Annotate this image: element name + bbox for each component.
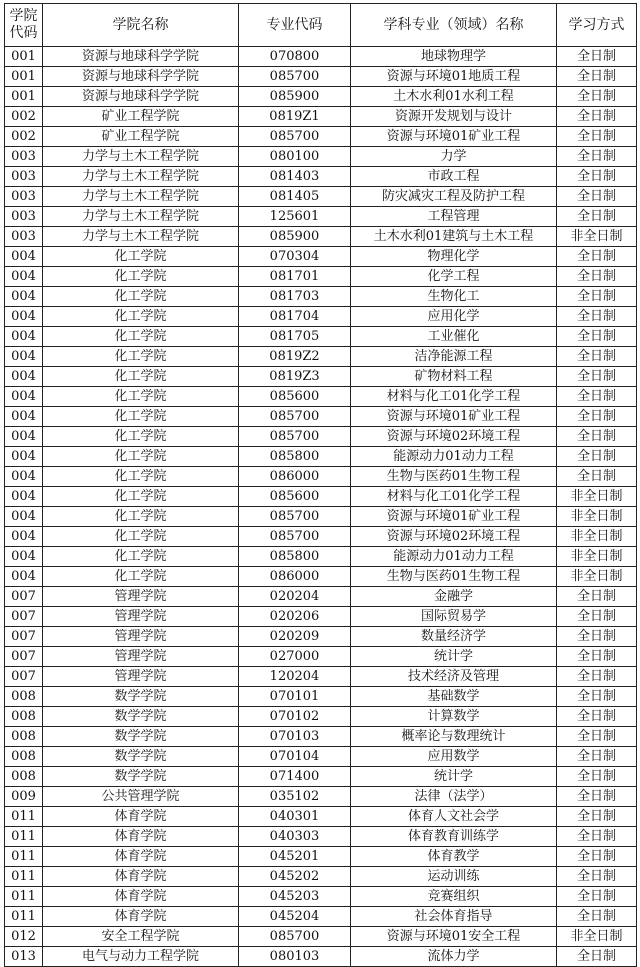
major-code-cell: 0819Z3	[239, 367, 351, 387]
college-code-cell: 004	[5, 387, 43, 407]
college-name-cell: 资源与地球科学学院	[43, 87, 239, 107]
major-name-cell: 资源开发规划与设计	[351, 107, 557, 127]
table-row	[5, 487, 637, 507]
major-name-cell: 运动训练	[351, 867, 557, 887]
major-code-cell: 045204	[239, 907, 351, 927]
college-code-cell: 004	[5, 487, 43, 507]
major-name-cell: 能源动力01动力工程	[351, 447, 557, 467]
college-name-cell: 化工学院	[43, 247, 239, 267]
college-code-cell: 012	[5, 927, 43, 947]
major-name-cell: 洁净能源工程	[351, 347, 557, 367]
program-catalog-table	[4, 3, 637, 967]
major-name-cell: 法律（法学）	[351, 787, 557, 807]
major-code-cell: 070101	[239, 687, 351, 707]
study-mode-cell: 全日制	[557, 47, 637, 67]
table-row	[5, 467, 637, 487]
college-code-cell: 004	[5, 327, 43, 347]
header-study-mode: 学习方式	[557, 4, 637, 47]
table-row	[5, 727, 637, 747]
major-name-cell: 社会体育指导	[351, 907, 557, 927]
college-name-cell: 公共管理学院	[43, 787, 239, 807]
college-name-cell: 力学与土木工程学院	[43, 187, 239, 207]
major-name-cell: 体育教学	[351, 847, 557, 867]
major-name-cell: 竞赛组织	[351, 887, 557, 907]
major-name-cell: 统计学	[351, 767, 557, 787]
study-mode-cell: 全日制	[557, 167, 637, 187]
major-code-cell: 035102	[239, 787, 351, 807]
study-mode-cell: 非全日制	[557, 547, 637, 567]
study-mode-cell: 全日制	[557, 727, 637, 747]
college-name-cell: 数学学院	[43, 727, 239, 747]
major-name-cell: 统计学	[351, 647, 557, 667]
header-row	[5, 4, 637, 47]
major-name-cell: 矿物材料工程	[351, 367, 557, 387]
header-major-name: 学科专业（领域）名称	[351, 4, 557, 47]
study-mode-cell: 非全日制	[557, 487, 637, 507]
study-mode-cell: 全日制	[557, 707, 637, 727]
major-code-cell: 020209	[239, 627, 351, 647]
major-code-cell: 120204	[239, 667, 351, 687]
header-college-code-line1: 学院	[9, 8, 38, 24]
major-name-cell: 地球物理学	[351, 47, 557, 67]
college-code-cell: 001	[5, 47, 43, 67]
major-code-cell: 070800	[239, 47, 351, 67]
college-name-cell: 化工学院	[43, 387, 239, 407]
college-name-cell: 体育学院	[43, 807, 239, 827]
study-mode-cell: 全日制	[557, 687, 637, 707]
table-row	[5, 627, 637, 647]
major-name-cell: 资源与环境01矿业工程	[351, 127, 557, 147]
study-mode-cell: 全日制	[557, 887, 637, 907]
major-code-cell: 085800	[239, 547, 351, 567]
major-name-cell: 工程管理	[351, 207, 557, 227]
college-name-cell: 矿业工程学院	[43, 107, 239, 127]
study-mode-cell: 全日制	[557, 767, 637, 787]
major-name-cell: 资源与环境01矿业工程	[351, 507, 557, 527]
major-code-cell: 081704	[239, 307, 351, 327]
major-name-cell: 工业催化	[351, 327, 557, 347]
major-name-cell: 物理化学	[351, 247, 557, 267]
major-code-cell: 040301	[239, 807, 351, 827]
table-row	[5, 67, 637, 87]
table-row	[5, 307, 637, 327]
college-code-cell: 008	[5, 767, 43, 787]
study-mode-cell: 全日制	[557, 207, 637, 227]
major-code-cell: 080103	[239, 947, 351, 967]
study-mode-cell: 全日制	[557, 667, 637, 687]
major-code-cell: 125601	[239, 207, 351, 227]
major-code-cell: 085900	[239, 227, 351, 247]
major-name-cell: 生物化工	[351, 287, 557, 307]
major-code-cell: 086000	[239, 467, 351, 487]
study-mode-cell: 全日制	[557, 627, 637, 647]
college-code-cell: 003	[5, 167, 43, 187]
college-code-cell: 011	[5, 807, 43, 827]
college-name-cell: 体育学院	[43, 827, 239, 847]
college-name-cell: 数学学院	[43, 687, 239, 707]
table-row	[5, 567, 637, 587]
major-name-cell: 概率论与数理统计	[351, 727, 557, 747]
table-row	[5, 247, 637, 267]
table-row	[5, 147, 637, 167]
college-name-cell: 管理学院	[43, 627, 239, 647]
major-code-cell: 020204	[239, 587, 351, 607]
college-name-cell: 数学学院	[43, 747, 239, 767]
table-row	[5, 87, 637, 107]
major-name-cell: 材料与化工01化学工程	[351, 387, 557, 407]
major-name-cell: 应用化学	[351, 307, 557, 327]
major-name-cell: 土木水利01建筑与土木工程	[351, 227, 557, 247]
table-row	[5, 327, 637, 347]
college-code-cell: 011	[5, 867, 43, 887]
major-name-cell: 国际贸易学	[351, 607, 557, 627]
college-code-cell: 004	[5, 407, 43, 427]
major-code-cell: 071400	[239, 767, 351, 787]
major-code-cell: 085700	[239, 507, 351, 527]
college-code-cell: 004	[5, 347, 43, 367]
college-code-cell: 002	[5, 107, 43, 127]
college-code-cell: 004	[5, 247, 43, 267]
study-mode-cell: 全日制	[557, 127, 637, 147]
major-name-cell: 资源与环境02环境工程	[351, 527, 557, 547]
college-name-cell: 安全工程学院	[43, 927, 239, 947]
study-mode-cell: 非全日制	[557, 227, 637, 247]
table-row	[5, 527, 637, 547]
major-code-cell: 040303	[239, 827, 351, 847]
college-name-cell: 体育学院	[43, 847, 239, 867]
study-mode-cell: 非全日制	[557, 527, 637, 547]
table-row	[5, 267, 637, 287]
college-name-cell: 化工学院	[43, 347, 239, 367]
table-row	[5, 807, 637, 827]
table-row	[5, 187, 637, 207]
table-row	[5, 547, 637, 567]
header-college-code	[5, 4, 43, 47]
table-row	[5, 427, 637, 447]
major-code-cell: 045203	[239, 887, 351, 907]
major-code-cell: 085700	[239, 927, 351, 947]
major-name-cell: 流体力学	[351, 947, 557, 967]
table-row	[5, 387, 637, 407]
table-row	[5, 507, 637, 527]
major-code-cell: 081405	[239, 187, 351, 207]
college-code-cell: 011	[5, 847, 43, 867]
table-row	[5, 347, 637, 367]
study-mode-cell: 全日制	[557, 747, 637, 767]
major-code-cell: 045202	[239, 867, 351, 887]
study-mode-cell: 全日制	[557, 427, 637, 447]
study-mode-cell: 全日制	[557, 267, 637, 287]
major-name-cell: 体育教育训练学	[351, 827, 557, 847]
college-name-cell: 化工学院	[43, 467, 239, 487]
table-row	[5, 647, 637, 667]
college-name-cell: 数学学院	[43, 767, 239, 787]
major-code-cell: 081403	[239, 167, 351, 187]
table-row	[5, 747, 637, 767]
major-name-cell: 生物与医药01生物工程	[351, 567, 557, 587]
header-major-code: 专业代码	[239, 4, 351, 47]
table-row	[5, 707, 637, 727]
study-mode-cell: 全日制	[557, 827, 637, 847]
college-name-cell: 管理学院	[43, 667, 239, 687]
study-mode-cell: 全日制	[557, 847, 637, 867]
college-name-cell: 化工学院	[43, 507, 239, 527]
major-name-cell: 金融学	[351, 587, 557, 607]
major-code-cell: 080100	[239, 147, 351, 167]
table-row	[5, 47, 637, 67]
college-code-cell: 007	[5, 587, 43, 607]
major-name-cell: 资源与环境01安全工程	[351, 927, 557, 947]
college-name-cell: 化工学院	[43, 447, 239, 467]
major-code-cell: 085900	[239, 87, 351, 107]
study-mode-cell: 全日制	[557, 147, 637, 167]
college-name-cell: 管理学院	[43, 587, 239, 607]
study-mode-cell: 全日制	[557, 607, 637, 627]
major-code-cell: 070102	[239, 707, 351, 727]
college-name-cell: 化工学院	[43, 287, 239, 307]
major-code-cell: 070104	[239, 747, 351, 767]
college-name-cell: 力学与土木工程学院	[43, 167, 239, 187]
table-row	[5, 847, 637, 867]
college-name-cell: 化工学院	[43, 527, 239, 547]
major-name-cell: 资源与环境01地质工程	[351, 67, 557, 87]
study-mode-cell: 非全日制	[557, 567, 637, 587]
college-code-cell: 008	[5, 727, 43, 747]
study-mode-cell: 全日制	[557, 87, 637, 107]
major-code-cell: 070304	[239, 247, 351, 267]
college-code-cell: 004	[5, 507, 43, 527]
study-mode-cell: 全日制	[557, 867, 637, 887]
major-name-cell: 土木水利01水利工程	[351, 87, 557, 107]
table-row	[5, 587, 637, 607]
college-code-cell: 007	[5, 607, 43, 627]
college-name-cell: 化工学院	[43, 427, 239, 447]
major-code-cell: 027000	[239, 647, 351, 667]
major-code-cell: 081703	[239, 287, 351, 307]
college-name-cell: 力学与土木工程学院	[43, 227, 239, 247]
study-mode-cell: 全日制	[557, 387, 637, 407]
major-name-cell: 力学	[351, 147, 557, 167]
table-row	[5, 447, 637, 467]
college-code-cell: 004	[5, 547, 43, 567]
major-code-cell: 085600	[239, 487, 351, 507]
college-name-cell: 化工学院	[43, 367, 239, 387]
major-name-cell: 计算数学	[351, 707, 557, 727]
major-name-cell: 材料与化工01化学工程	[351, 487, 557, 507]
major-code-cell: 0819Z2	[239, 347, 351, 367]
major-code-cell: 045201	[239, 847, 351, 867]
major-name-cell: 资源与环境01矿业工程	[351, 407, 557, 427]
major-code-cell: 085700	[239, 427, 351, 447]
table-row	[5, 107, 637, 127]
college-name-cell: 力学与土木工程学院	[43, 147, 239, 167]
study-mode-cell: 全日制	[557, 807, 637, 827]
study-mode-cell: 全日制	[557, 347, 637, 367]
college-code-cell: 011	[5, 887, 43, 907]
college-code-cell: 008	[5, 707, 43, 727]
table-row	[5, 287, 637, 307]
college-code-cell: 004	[5, 307, 43, 327]
header-college-code-line2: 代码	[9, 25, 38, 41]
college-name-cell: 资源与地球科学学院	[43, 67, 239, 87]
major-name-cell: 资源与环境02环境工程	[351, 427, 557, 447]
major-code-cell: 070103	[239, 727, 351, 747]
major-code-cell: 081705	[239, 327, 351, 347]
college-name-cell: 管理学院	[43, 607, 239, 627]
table-row	[5, 687, 637, 707]
college-name-cell: 体育学院	[43, 907, 239, 927]
major-name-cell: 基础数学	[351, 687, 557, 707]
study-mode-cell: 全日制	[557, 67, 637, 87]
major-code-cell: 0819Z1	[239, 107, 351, 127]
major-name-cell: 化学工程	[351, 267, 557, 287]
college-code-cell: 004	[5, 467, 43, 487]
table-row	[5, 167, 637, 187]
college-code-cell: 008	[5, 747, 43, 767]
college-name-cell: 化工学院	[43, 487, 239, 507]
table-header	[5, 4, 637, 47]
study-mode-cell: 全日制	[557, 587, 637, 607]
college-code-cell: 004	[5, 287, 43, 307]
major-name-cell: 生物与医药01生物工程	[351, 467, 557, 487]
college-code-cell: 011	[5, 907, 43, 927]
major-code-cell: 085700	[239, 127, 351, 147]
table-row	[5, 867, 637, 887]
major-code-cell: 085700	[239, 407, 351, 427]
major-name-cell: 能源动力01动力工程	[351, 547, 557, 567]
study-mode-cell: 全日制	[557, 647, 637, 667]
study-mode-cell: 全日制	[557, 307, 637, 327]
college-code-cell: 004	[5, 447, 43, 467]
major-code-cell: 081701	[239, 267, 351, 287]
table-row	[5, 827, 637, 847]
study-mode-cell: 非全日制	[557, 927, 637, 947]
study-mode-cell: 全日制	[557, 107, 637, 127]
major-code-cell: 020206	[239, 607, 351, 627]
college-code-cell: 004	[5, 267, 43, 287]
table-row	[5, 127, 637, 147]
college-code-cell: 003	[5, 207, 43, 227]
college-name-cell: 化工学院	[43, 307, 239, 327]
college-name-cell: 化工学院	[43, 267, 239, 287]
major-code-cell: 086000	[239, 567, 351, 587]
study-mode-cell: 全日制	[557, 367, 637, 387]
college-code-cell: 003	[5, 227, 43, 247]
study-mode-cell: 非全日制	[557, 507, 637, 527]
study-mode-cell: 全日制	[557, 947, 637, 967]
college-name-cell: 化工学院	[43, 407, 239, 427]
table-row	[5, 227, 637, 247]
study-mode-cell: 全日制	[557, 287, 637, 307]
major-code-cell: 085700	[239, 67, 351, 87]
table-row	[5, 927, 637, 947]
college-code-cell: 001	[5, 67, 43, 87]
major-code-cell: 085800	[239, 447, 351, 467]
college-code-cell: 007	[5, 667, 43, 687]
study-mode-cell: 全日制	[557, 247, 637, 267]
college-name-cell: 数学学院	[43, 707, 239, 727]
college-name-cell: 力学与土木工程学院	[43, 207, 239, 227]
college-code-cell: 011	[5, 827, 43, 847]
table-row	[5, 667, 637, 687]
table-row	[5, 887, 637, 907]
college-code-cell: 007	[5, 627, 43, 647]
major-name-cell: 技术经济及管理	[351, 667, 557, 687]
college-code-cell: 007	[5, 647, 43, 667]
college-code-cell: 002	[5, 127, 43, 147]
table-row	[5, 607, 637, 627]
college-code-cell: 004	[5, 367, 43, 387]
college-name-cell: 化工学院	[43, 567, 239, 587]
study-mode-cell: 全日制	[557, 407, 637, 427]
study-mode-cell: 全日制	[557, 447, 637, 467]
college-code-cell: 009	[5, 787, 43, 807]
study-mode-cell: 全日制	[557, 187, 637, 207]
study-mode-cell: 全日制	[557, 907, 637, 927]
major-code-cell: 085700	[239, 527, 351, 547]
college-name-cell: 化工学院	[43, 547, 239, 567]
study-mode-cell: 全日制	[557, 327, 637, 347]
college-name-cell: 管理学院	[43, 647, 239, 667]
college-code-cell: 004	[5, 427, 43, 447]
major-name-cell: 体育人文社会学	[351, 807, 557, 827]
major-name-cell: 防灾减灾工程及防护工程	[351, 187, 557, 207]
college-code-cell: 003	[5, 187, 43, 207]
study-mode-cell: 全日制	[557, 467, 637, 487]
table-row	[5, 907, 637, 927]
study-mode-cell: 全日制	[557, 787, 637, 807]
college-name-cell: 化工学院	[43, 327, 239, 347]
college-name-cell: 矿业工程学院	[43, 127, 239, 147]
table-row	[5, 407, 637, 427]
college-name-cell: 电气与动力工程学院	[43, 947, 239, 967]
college-code-cell: 001	[5, 87, 43, 107]
major-name-cell: 数量经济学	[351, 627, 557, 647]
college-name-cell: 体育学院	[43, 887, 239, 907]
major-name-cell: 市政工程	[351, 167, 557, 187]
major-name-cell: 应用数学	[351, 747, 557, 767]
college-code-cell: 004	[5, 567, 43, 587]
major-code-cell: 085600	[239, 387, 351, 407]
header-college-name: 学院名称	[43, 4, 239, 47]
table-row	[5, 207, 637, 227]
college-code-cell: 003	[5, 147, 43, 167]
table-row	[5, 767, 637, 787]
table-row	[5, 367, 637, 387]
table-body	[5, 47, 637, 967]
college-code-cell: 004	[5, 527, 43, 547]
college-name-cell: 体育学院	[43, 867, 239, 887]
table-row	[5, 787, 637, 807]
college-name-cell: 资源与地球科学学院	[43, 47, 239, 67]
college-code-cell: 008	[5, 687, 43, 707]
college-code-cell: 013	[5, 947, 43, 967]
